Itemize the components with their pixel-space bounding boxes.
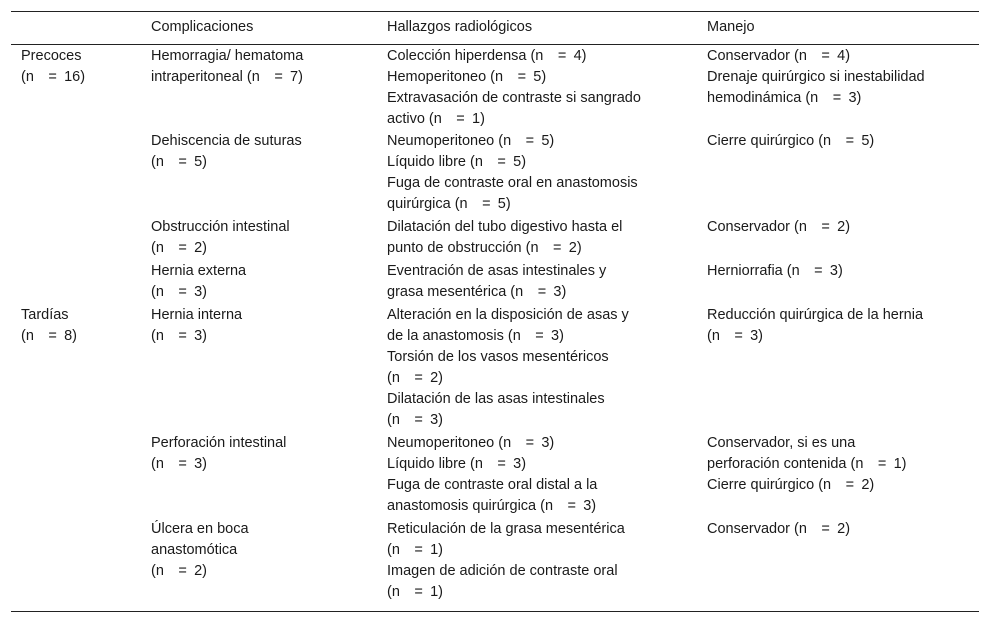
manejo-line: Cierre quirúrgico (n = 2) — [707, 477, 875, 493]
hallazgo-line: Líquido libre (n = 5) — [387, 154, 527, 170]
hallazgo-line: Neumoperitoneo (n = 3) — [387, 435, 555, 451]
header-complicaciones: Complicaciones — [151, 19, 254, 35]
header-divider — [11, 44, 979, 45]
complicacion-line: (n = 3) — [151, 328, 208, 344]
group-precoces-label: Precoces — [21, 48, 82, 64]
hallazgo-line: activo (n = 1) — [387, 111, 485, 127]
hallazgo-line: (n = 3) — [387, 412, 444, 428]
hallazgo-line: grasa mesentérica (n = 3) — [387, 284, 567, 300]
group-precoces-count: (n = 16) — [21, 69, 86, 85]
complicacion-line: Hernia interna — [151, 307, 243, 323]
hallazgo-line: Torsión de los vasos mesentéricos — [387, 349, 609, 365]
hallazgo-line: (n = 1) — [387, 542, 444, 558]
manejo-line: Drenaje quirúrgico si inestabilidad — [707, 69, 925, 85]
hallazgo-line: Extravasación de contraste si sangrado — [387, 90, 641, 106]
manejo-line: Conservador, si es una — [707, 435, 856, 451]
complicacion-line: Úlcera en boca — [151, 521, 249, 537]
hallazgo-line: punto de obstrucción (n = 2) — [387, 240, 582, 256]
manejo-line: Reducción quirúrgica de la hernia — [707, 307, 924, 323]
complicacion-line: anastomótica — [151, 542, 238, 558]
hallazgo-line: quirúrgica (n = 5) — [387, 196, 511, 212]
hallazgo-line: Imagen de adición de contraste oral — [387, 563, 618, 579]
complicacion-line: (n = 2) — [151, 240, 208, 256]
group-tardias-count: (n = 8) — [21, 328, 78, 344]
manejo-line: Conservador (n = 2) — [707, 521, 851, 537]
hallazgo-line: Eventración de asas intestinales y — [387, 263, 607, 279]
hallazgo-line: Neumoperitoneo (n = 5) — [387, 133, 555, 149]
complicacion-line: Perforación intestinal — [151, 435, 287, 451]
manejo-line: hemodinámica (n = 3) — [707, 90, 862, 106]
complicacion-line: Dehiscencia de suturas — [151, 133, 302, 149]
hallazgo-line: (n = 2) — [387, 370, 444, 386]
complicacion-line: (n = 3) — [151, 284, 208, 300]
hallazgo-line: Alteración en la disposición de asas y — [387, 307, 629, 323]
complicacion-line: intraperitoneal (n = 7) — [151, 69, 303, 85]
hallazgo-line: Colección hiperdensa (n = 4) — [387, 48, 587, 64]
hallazgo-line: Dilatación del tubo digestivo hasta el — [387, 219, 623, 235]
manejo-line: (n = 3) — [707, 328, 764, 344]
complicacion-line: Obstrucción intestinal — [151, 219, 290, 235]
hallazgo-line: Reticulación de la grasa mesentérica — [387, 521, 625, 537]
hallazgo-line: Hemoperitoneo (n = 5) — [387, 69, 547, 85]
manejo-line: Conservador (n = 4) — [707, 48, 851, 64]
hallazgo-line: de la anastomosis (n = 3) — [387, 328, 564, 344]
hallazgo-line: Líquido libre (n = 3) — [387, 456, 527, 472]
complicacion-line: Hemorragia/ hematoma — [151, 48, 304, 64]
hallazgo-line: (n = 1) — [387, 584, 444, 600]
manejo-line: Conservador (n = 2) — [707, 219, 851, 235]
manejo-line: Herniorrafia (n = 3) — [707, 263, 843, 279]
hallazgo-line: Fuga de contraste oral distal a la — [387, 477, 598, 493]
manejo-line: Cierre quirúrgico (n = 5) — [707, 133, 875, 149]
complicacion-line: Hernia externa — [151, 263, 247, 279]
hallazgo-line: Fuga de contraste oral en anastomosis — [387, 175, 638, 191]
manejo-line: perforación contenida (n = 1) — [707, 456, 907, 472]
complicacion-line: (n = 2) — [151, 563, 208, 579]
hallazgo-line: anastomosis quirúrgica (n = 3) — [387, 498, 597, 514]
complicacion-line: (n = 3) — [151, 456, 208, 472]
header-manejo: Manejo — [707, 19, 755, 35]
hallazgo-line: Dilatación de las asas intestinales — [387, 391, 605, 407]
group-tardias-label: Tardías — [21, 307, 69, 323]
complicacion-line: (n = 5) — [151, 154, 208, 170]
header-hallazgos: Hallazgos radiológicos — [387, 19, 533, 35]
